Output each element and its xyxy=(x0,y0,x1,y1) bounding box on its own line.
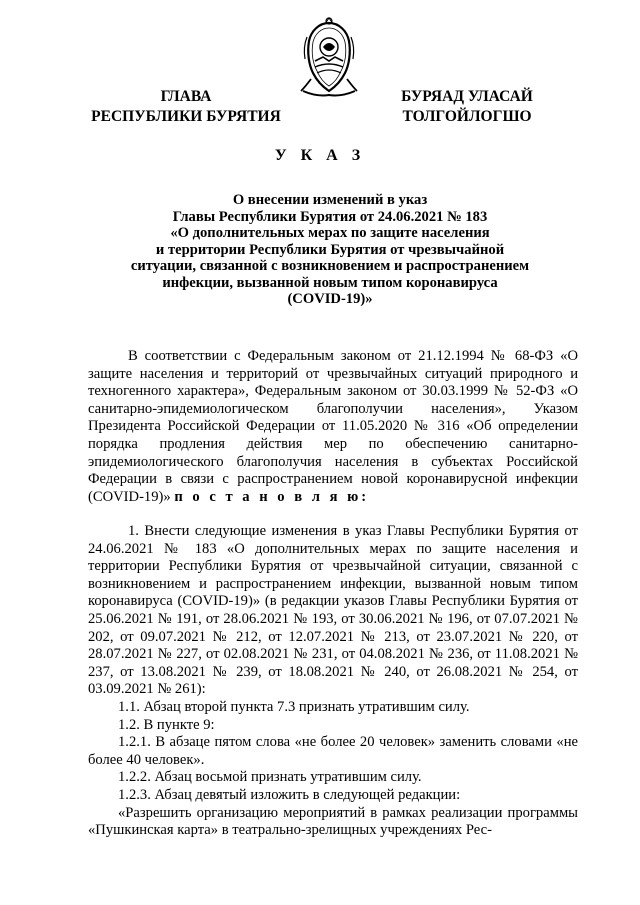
paragraph-1: 1. Внести следующие изменения в указ Главы Республики Бурятия от 24.06.2021 № 183 «О дополнительных мерах по защите населения и территории Республики Бурятия от чрезвычайной ситуации, связанной с возникновением и распространением инфекции, вызванной новым типом коронавируса (COVID-19)» (в редакции указов Главы Республики Бурятия от 25.06.2021 № 191, от 28.06.2021 № 193, от 30.06.2021 № 196, от 07.07.2021 № 202, от 09.07.2021 № 212, от 12.07.2021 № 213, от 23.07.2021 № 220, от 28.07.2021 № 227, от 02.08.2021 № 231, от 04.08.2021 № 236, от 11.08.2021 № 237, от 13.08.2021 № 239, от 18.08.2021 № 240, от 26.08.2021 № 254, от 03.09.2021 № 261): xyxy=(88,523,578,698)
header-left-line2: РЕСПУБЛИКИ БУРЯТИЯ xyxy=(91,108,281,125)
paragraph-1-2: 1.2. В пункте 9: xyxy=(118,716,215,733)
document-title xyxy=(88,192,572,308)
decree-word: п о с т а н о в л я ю: xyxy=(174,488,370,505)
title-line: (COVID-19)» xyxy=(287,291,373,307)
title-line: инфекции, вызванной новым типом коронавируса xyxy=(162,274,498,291)
paragraph-1-1: 1.1. Абзац второй пункта 7.3 признать утратившим силу. xyxy=(118,698,470,715)
paragraph-1-2-1: 1.2.1. В абзаце пятом слова «не более 20 человек» заменить словами «не более 40 человек». xyxy=(88,734,578,768)
paragraph-quote: «Разрешить организацию мероприятий в рамках реализации программы «Пушкинская карта» в театрально-зрелищных учреждениях Рес- xyxy=(88,804,578,839)
paragraph-1-2-2: 1.2.2. Абзац восьмой признать утратившим силу. xyxy=(118,769,422,786)
issuer-header-russian xyxy=(86,87,286,127)
title-line: Главы Республики Бурятия от 24.06.2021 № 183 xyxy=(172,208,488,225)
title-line: О внесении изменений в указ xyxy=(232,192,428,208)
operative-part xyxy=(88,523,578,840)
paragraph-1-2-3: 1.2.3. Абзац девятый изложить в следующей редакции: xyxy=(118,786,461,803)
header-right-line1: БУРЯАД УЛАСАЙ xyxy=(401,88,533,105)
document-type: У К А З xyxy=(274,147,366,164)
issuer-header-buryat xyxy=(382,87,552,127)
title-line: и территории Республики Бурятия от чрезвычайной xyxy=(155,241,505,258)
preamble-text: В соответствии с Федеральным законом от 21.12.1994 № 68-ФЗ «О защите населения и территорий от чрезвычайных ситуаций природного и техногенного характера», Федеральным законом от 30.03.1999 № 52-ФЗ «О санитарно-эпидемиологическом благополучии населения», Указом Президента Российской Федерации от 11.05.2020 № 316 «Об определении порядка продления действия мер по обеспечению санитарно-эпидемиологического благополучия населения в субъектах Российской Федерации в связи с распространением новой коронавирусной инфекции (COVID-19)» xyxy=(88,348,578,505)
title-line: ситуации, связанной с возникновением и распространением xyxy=(130,258,530,274)
header-left-line1: ГЛАВА xyxy=(160,88,212,105)
coat-of-arms-icon xyxy=(297,17,361,99)
title-line: «О дополнительных мерах по защите населения xyxy=(170,225,490,241)
preamble xyxy=(88,348,578,506)
header-right-line2: ТОЛГОЙЛОГШО xyxy=(402,108,532,125)
